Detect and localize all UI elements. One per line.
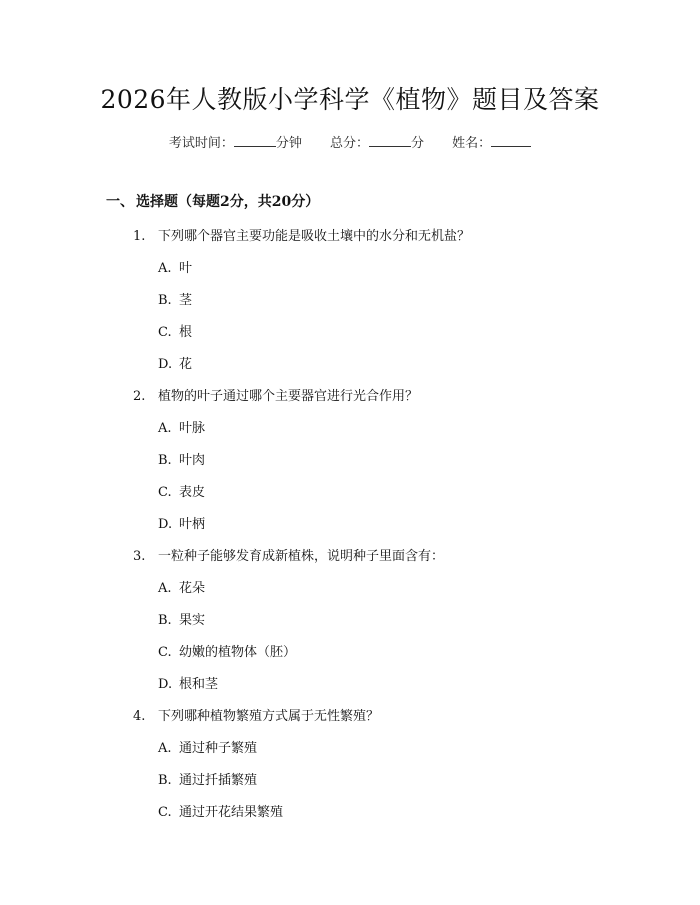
option-1-a <box>158 257 192 276</box>
section-number: 一、 <box>106 194 134 210</box>
option-letter: B. <box>158 613 172 628</box>
question-2 <box>133 385 418 404</box>
option-letter: A. <box>158 421 172 436</box>
option-text: 茎 <box>179 293 193 308</box>
option-text: 表皮 <box>179 485 206 500</box>
option-2-d <box>158 513 205 532</box>
option-text: 叶柄 <box>179 517 206 532</box>
question-number: 3. <box>133 549 146 564</box>
question-1 <box>133 225 470 244</box>
option-letter: C. <box>158 325 172 340</box>
option-letter: B. <box>158 773 172 788</box>
option-3-a <box>158 577 205 596</box>
option-text: 通过开花结果繁殖 <box>179 805 284 820</box>
exam-time-blank <box>234 134 276 147</box>
option-letter: D. <box>158 357 173 372</box>
question-text: 一粒种子能够发育成新植株，说明种子里面含有： <box>158 549 445 564</box>
student-name-blank <box>491 134 531 147</box>
option-text: 叶脉 <box>179 421 206 436</box>
question-number: 2. <box>133 389 146 404</box>
question-number: 1. <box>133 229 146 244</box>
option-4-c <box>158 801 283 820</box>
total-score-blank <box>369 134 411 147</box>
option-2-b <box>158 449 205 468</box>
option-letter: C. <box>158 805 172 820</box>
option-2-a <box>158 417 205 436</box>
option-text: 叶肉 <box>179 453 206 468</box>
option-letter: A. <box>158 261 172 276</box>
option-3-d <box>158 673 218 692</box>
page-title: 2026年人教版小学科学《植物》题目及答案 <box>100 85 600 114</box>
option-letter: B. <box>158 453 172 468</box>
option-3-b <box>158 609 205 628</box>
student-name-label: 姓名： <box>452 136 492 151</box>
option-text: 花朵 <box>179 581 206 596</box>
option-text: 根 <box>179 325 193 340</box>
option-text: 花 <box>179 357 193 372</box>
question-text: 下列哪个器官主要功能是吸收土壤中的水分和无机盐？ <box>158 229 471 244</box>
question-number: 4. <box>133 709 146 724</box>
question-text: 植物的叶子通过哪个主要器官进行光合作用？ <box>158 389 419 404</box>
option-text: 果实 <box>179 613 206 628</box>
total-score-unit: 分 <box>411 136 425 151</box>
option-2-c <box>158 481 205 500</box>
option-3-c <box>158 641 296 660</box>
option-text: 根和茎 <box>179 677 219 692</box>
total-score-label: 总分： <box>329 136 369 151</box>
exam-info-line <box>0 132 700 151</box>
option-1-d <box>158 353 192 372</box>
option-4-a <box>158 737 257 756</box>
question-3 <box>133 545 444 564</box>
option-1-b <box>158 289 192 308</box>
total-score-field <box>330 132 424 151</box>
option-letter: A. <box>158 581 172 596</box>
option-4-b <box>158 769 257 788</box>
option-letter: C. <box>158 645 172 660</box>
option-text: 通过扦插繁殖 <box>179 773 258 788</box>
exam-time-label: 考试时间： <box>168 136 234 151</box>
option-text: 幼嫩的植物体（胚） <box>179 645 297 660</box>
section-title: 选择题（每题2分，共20分） <box>136 194 320 210</box>
option-1-c <box>158 321 192 340</box>
exam-time-field <box>169 132 302 151</box>
question-4 <box>133 705 379 724</box>
option-letter: A. <box>158 741 172 756</box>
option-letter: C. <box>158 485 172 500</box>
option-letter: D. <box>158 677 173 692</box>
option-letter: B. <box>158 293 172 308</box>
question-text: 下列哪种植物繁殖方式属于无性繁殖？ <box>158 709 380 724</box>
option-text: 通过种子繁殖 <box>179 741 258 756</box>
exam-time-unit: 分钟 <box>275 136 302 151</box>
section-heading <box>106 191 319 211</box>
option-text: 叶 <box>179 261 193 276</box>
option-letter: D. <box>158 517 173 532</box>
student-name-field <box>452 132 531 151</box>
